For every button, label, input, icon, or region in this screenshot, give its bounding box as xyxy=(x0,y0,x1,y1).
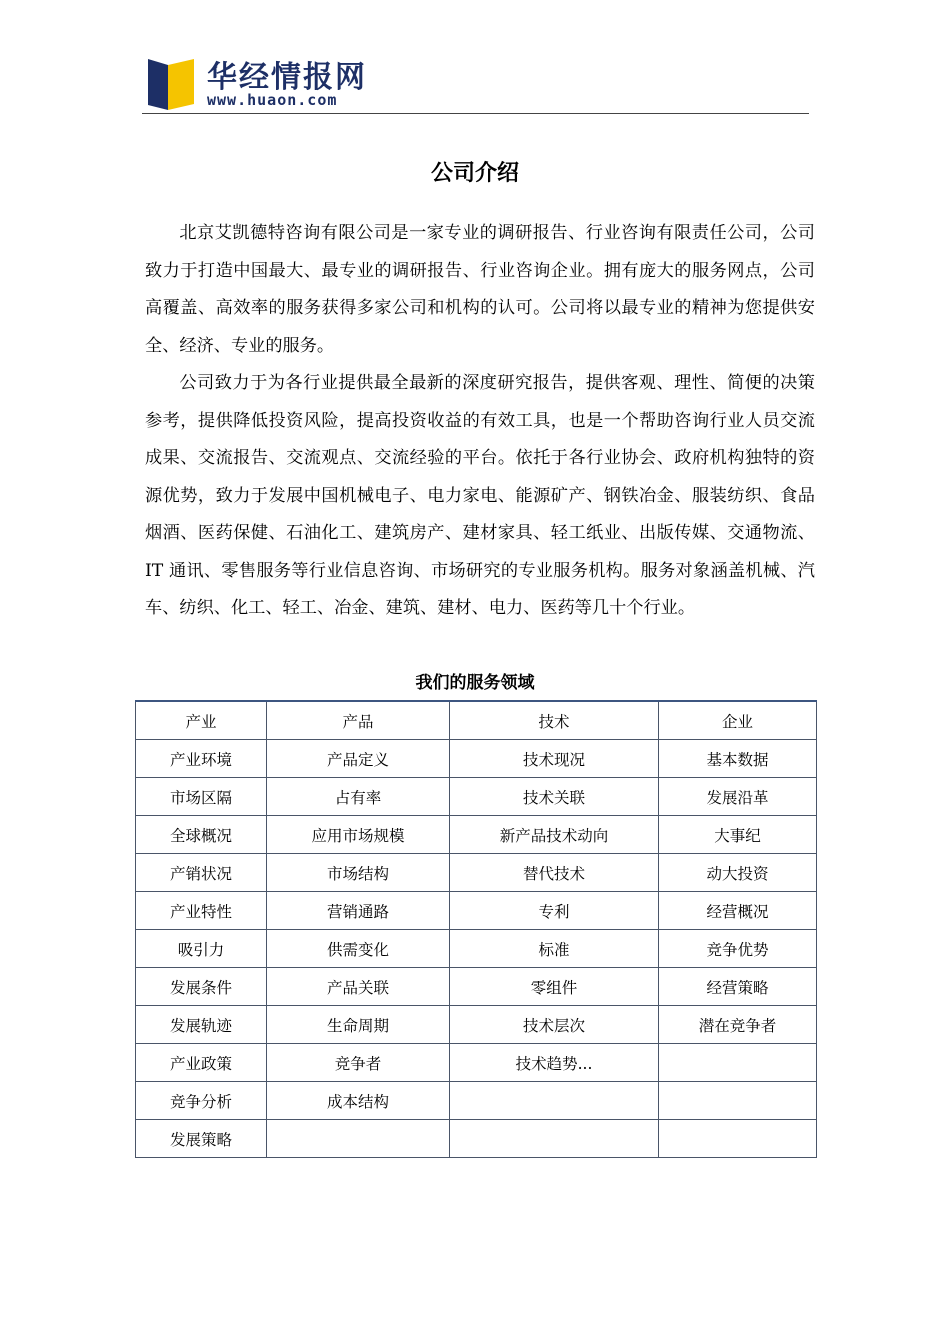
table-cell: 替代技术 xyxy=(450,854,659,892)
services-table xyxy=(135,700,817,1158)
table-cell: 产销状况 xyxy=(136,854,267,892)
table-cell: 供需变化 xyxy=(267,930,450,968)
table-cell xyxy=(659,1044,817,1082)
table-header-cell: 产品 xyxy=(267,701,450,740)
table-row xyxy=(136,1082,817,1120)
table-row xyxy=(136,816,817,854)
table-cell: 零组件 xyxy=(450,968,659,1006)
table-cell xyxy=(450,1120,659,1158)
table-cell: 成本结构 xyxy=(267,1082,450,1120)
table-header-cell: 产业 xyxy=(136,701,267,740)
table-cell: 应用市场规模 xyxy=(267,816,450,854)
page-title: 公司介绍 xyxy=(430,161,519,186)
header-divider xyxy=(142,113,809,114)
table-cell: 营销通路 xyxy=(267,892,450,930)
table-cell: 全球概况 xyxy=(136,816,267,854)
table-row xyxy=(136,930,817,968)
table-cell: 占有率 xyxy=(267,778,450,816)
site-header xyxy=(143,54,808,114)
table-cell: 市场结构 xyxy=(267,854,450,892)
table-cell: 生命周期 xyxy=(267,1006,450,1044)
table-cell: 产品关联 xyxy=(267,968,450,1006)
table-row xyxy=(136,1120,817,1158)
table-cell: 发展沿革 xyxy=(659,778,817,816)
table-header-row xyxy=(136,701,817,740)
table-cell: 技术关联 xyxy=(450,778,659,816)
intro-paragraph-1: 北京艾凯德特咨询有限公司是一家专业的调研报告、行业咨询有限责任公司，公司致力于打造中国最大、最专业的调研报告、行业咨询企业。拥有庞大的服务网点，公司高覆盖、高效率的服务获得多家公司和机构的认可。公司将以最专业的精神为您提供安全、经济、专业的服务。 xyxy=(145,223,815,356)
table-cell: 技术层次 xyxy=(450,1006,659,1044)
table-cell: 产业环境 xyxy=(136,740,267,778)
table-cell: 大事纪 xyxy=(659,816,817,854)
table-cell: 专利 xyxy=(450,892,659,930)
table-cell: 产品定义 xyxy=(267,740,450,778)
table-cell: 技术趋势... xyxy=(450,1044,659,1082)
table-row xyxy=(136,740,817,778)
intro-paragraph-2: 公司致力于为各行业提供最全最新的深度研究报告，提供客观、理性、简便的决策参考，提供降低投资风险，提高投资收益的有效工具，也是一个帮助咨询行业人员交流成果、交流报告、交流观点、交流经验的平台。依托于各行业协会、政府机构独特的资源优势，致力于发展中国机械电子、电力家电、能源矿产、钢铁冶金、服装纺织、食品烟酒、医药保健、石油化工、建筑房产、建材家具、轻工纸业、出版传媒、交通物流、IT 通讯、零售服务等行业信息咨询、市场研究的专业服务机构。服务对象涵盖机械、汽车、纺织、化工、轻工、冶金、建筑、建材、电力、医药等几十个行业。 xyxy=(145,373,815,618)
table-cell: 竞争者 xyxy=(267,1044,450,1082)
table-cell: 动大投资 xyxy=(659,854,817,892)
table-cell: 市场区隔 xyxy=(136,778,267,816)
table-cell xyxy=(659,1082,817,1120)
table-cell: 潜在竞争者 xyxy=(659,1006,817,1044)
table-row xyxy=(136,854,817,892)
table-cell xyxy=(659,1120,817,1158)
table-cell xyxy=(267,1120,450,1158)
table-cell: 标准 xyxy=(450,930,659,968)
table-cell: 经营策略 xyxy=(659,968,817,1006)
table-row xyxy=(136,1044,817,1082)
table-header-cell: 技术 xyxy=(450,701,659,740)
table-cell: 技术现况 xyxy=(450,740,659,778)
table-row xyxy=(136,778,817,816)
brand-url[interactable]: www.huaon.com xyxy=(207,91,338,109)
table-cell: 新产品技术动向 xyxy=(450,816,659,854)
brand-name: 华经情报网 xyxy=(207,60,367,95)
table-cell: 经营概况 xyxy=(659,892,817,930)
table-cell: 发展策略 xyxy=(136,1120,267,1158)
table-header-cell: 企业 xyxy=(659,701,817,740)
table-cell: 发展轨迹 xyxy=(136,1006,267,1044)
table-cell: 竞争优势 xyxy=(659,930,817,968)
table-cell: 竞争分析 xyxy=(136,1082,267,1120)
table-cell xyxy=(450,1082,659,1120)
table-cell: 产业政策 xyxy=(136,1044,267,1082)
table-row xyxy=(136,892,817,930)
intro-text xyxy=(145,215,815,628)
services-table-title: 我们的服务领域 xyxy=(415,673,535,693)
table-cell: 发展条件 xyxy=(136,968,267,1006)
table-row xyxy=(136,1006,817,1044)
table-cell: 产业特性 xyxy=(136,892,267,930)
huaon-logo-icon xyxy=(146,56,196,110)
table-cell: 吸引力 xyxy=(136,930,267,968)
table-cell: 基本数据 xyxy=(659,740,817,778)
table-row xyxy=(136,968,817,1006)
